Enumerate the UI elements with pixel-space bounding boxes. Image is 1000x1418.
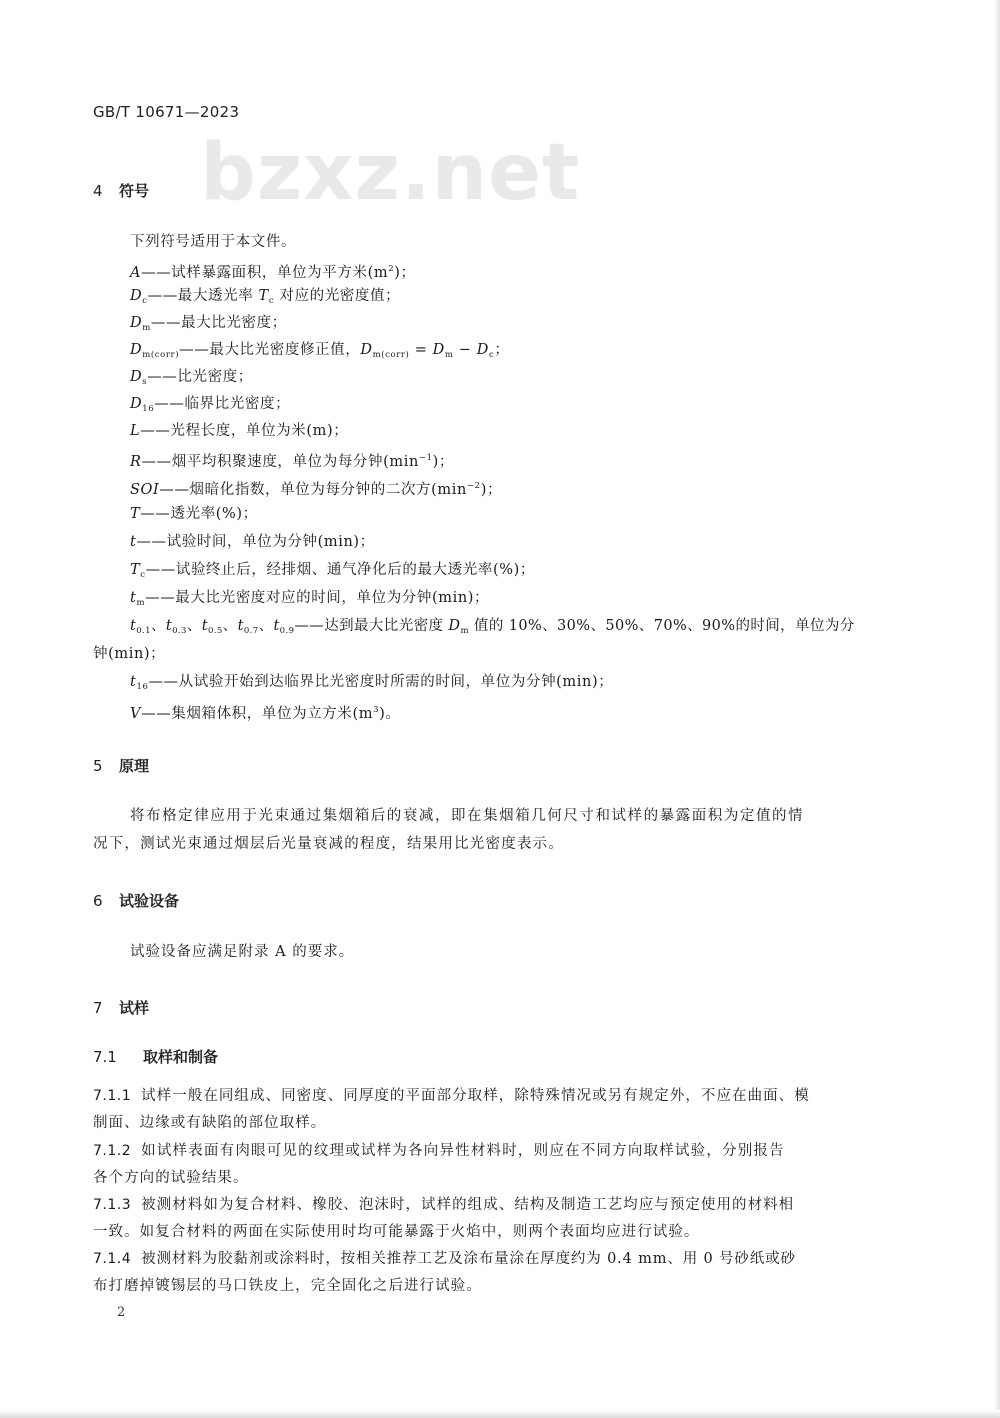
symbol-Tc: $T_c——$试验终止后，经排烟、通气净化后的最大透光率(%)； bbox=[130, 562, 535, 580]
section-title: 试样 bbox=[119, 999, 150, 1017]
section-5-text-line2: 况下，测试光束通过烟层后光量衰减的程度，结果用比光密度表示。 bbox=[93, 836, 564, 852]
symbol-V: V——集烟箱体积，单位为立方米$(m^3)$。 bbox=[130, 705, 401, 722]
clause-7-1-2-line1: 7.1.2 如试样表面有肉眼可见的纹理或试样为各向异性材料时，则应在不同方向取样试验，分别报告 bbox=[93, 1143, 785, 1159]
section-number: 5 bbox=[93, 757, 103, 775]
clause-number: 7.1.4 bbox=[93, 1251, 132, 1267]
symbol-D16: $D_{16}——$临界比光密度； bbox=[130, 396, 291, 414]
symbol-T: T——透光率(%)； bbox=[130, 506, 258, 522]
clause-number: 7.1.2 bbox=[93, 1143, 132, 1159]
clause-7-1-4-line1: 7.1.4 被测材料为胶黏剂或涂料时，按相关推荐工艺及涂布量涂在厚度约为 0.4 mm、用 0 号砂纸或砂 bbox=[93, 1251, 796, 1267]
section-number: 6 bbox=[93, 892, 103, 910]
symbol-tm: $t_m——$最大比光密度对应的时间，单位为分钟(min)； bbox=[130, 590, 490, 608]
symbol-L: L——光程长度，单位为米(m)； bbox=[130, 423, 349, 439]
symbol-SOI: SOI——烟暗化指数，单位为每分钟的二次方$(\min^{-2})$； bbox=[130, 481, 503, 498]
symbol-t-fractions-cont: 钟(min)； bbox=[93, 646, 166, 662]
symbol-R: R——烟平均积聚速度，单位为每分钟$(\min^{-1})$； bbox=[130, 453, 455, 470]
clause-7-1-2-line2: 各个方向的试验结果。 bbox=[93, 1170, 249, 1186]
symbol-Ds: $D_s——$比光密度； bbox=[130, 369, 253, 387]
standard-number-header: GB/T 10671—2023 bbox=[93, 103, 240, 121]
section-5-heading bbox=[93, 755, 149, 776]
clause-number: 7.1.3 bbox=[93, 1197, 132, 1213]
watermark: bzxz.net bbox=[200, 128, 581, 218]
page-edge-shadow bbox=[994, 0, 1000, 1418]
clause-7-1-3-line2: 一致。如复合材料的两面在实际使用时均可能暴露于火焰中，则两个表面均应进行试验。 bbox=[93, 1224, 700, 1240]
symbol-t-fractions: $t_{0.1}$、$t_{0.3}$、$t_{0.5}$、$t_{0.7}$、$t_{0.9}——$达到最大比光密度 $D_m$ 值的 10%、30%、50%、70%、90%的时间，单位为分 bbox=[130, 618, 855, 636]
clause-7-1-1-line1: 7.1.1 试样一般在同组成、同密度、同厚度的平面部分取样，除特殊情况或另有规定外，不应在曲面、模 bbox=[93, 1088, 810, 1104]
clause-7-1-1-line2: 制面、边缘或有缺陷的部位取样。 bbox=[93, 1115, 327, 1131]
section-title: 符号 bbox=[119, 182, 150, 200]
section-7-heading bbox=[93, 997, 149, 1018]
clause-7-1-4-line2: 布打磨掉镀锡层的马口铁皮上，完全固化之后进行试验。 bbox=[93, 1278, 482, 1294]
section-4-heading bbox=[93, 180, 149, 201]
page-number: 2 bbox=[117, 1305, 126, 1320]
section-5-text-line1: 将布格定律应用于光束通过集烟箱后的衰减，即在集烟箱几何尺寸和试样的暴露面积为定值的情 bbox=[130, 808, 805, 824]
page-bottom-shadow bbox=[0, 1410, 1000, 1418]
symbol-t: t——试验时间，单位为分钟(min)； bbox=[130, 534, 375, 550]
section-number: 4 bbox=[93, 182, 103, 200]
section-title: 原理 bbox=[119, 757, 150, 775]
symbol-t16: $t_{16}——$从试验开始到达临界比光密度时所需的时间，单位为分钟(min)； bbox=[130, 674, 614, 692]
subsection-7-1-heading bbox=[93, 1046, 218, 1067]
symbol-Dm: $D_m——$最大比光密度； bbox=[130, 315, 287, 333]
symbol-Dm-corr: $D_{m(corr)}——$最大比光密度修正值，$D_{m(corr)} = D_m - D_c$； bbox=[130, 342, 510, 360]
section-6-text: 试验设备应满足附录 A 的要求。 bbox=[130, 944, 355, 960]
subsection-title: 取样和制备 bbox=[143, 1048, 219, 1066]
clause-number: 7.1.1 bbox=[93, 1088, 132, 1104]
symbol-A: A——试样暴露面积，单位为平方米$(m^2)$； bbox=[130, 264, 416, 281]
section-4-intro: 下列符号适用于本文件。 bbox=[130, 234, 297, 250]
section-title: 试验设备 bbox=[119, 892, 180, 910]
section-number: 7 bbox=[93, 999, 103, 1017]
symbol-Dc: $D_c——$最大透光率 $T_c$ 对应的光密度值； bbox=[130, 288, 401, 306]
subsection-number: 7.1 bbox=[93, 1048, 117, 1066]
clause-7-1-3-line1: 7.1.3 被测材料如为复合材料、橡胶、泡沫时，试样的组成、结构及制造工艺均应与预定使用的材料相 bbox=[93, 1197, 795, 1213]
section-6-heading bbox=[93, 890, 179, 911]
